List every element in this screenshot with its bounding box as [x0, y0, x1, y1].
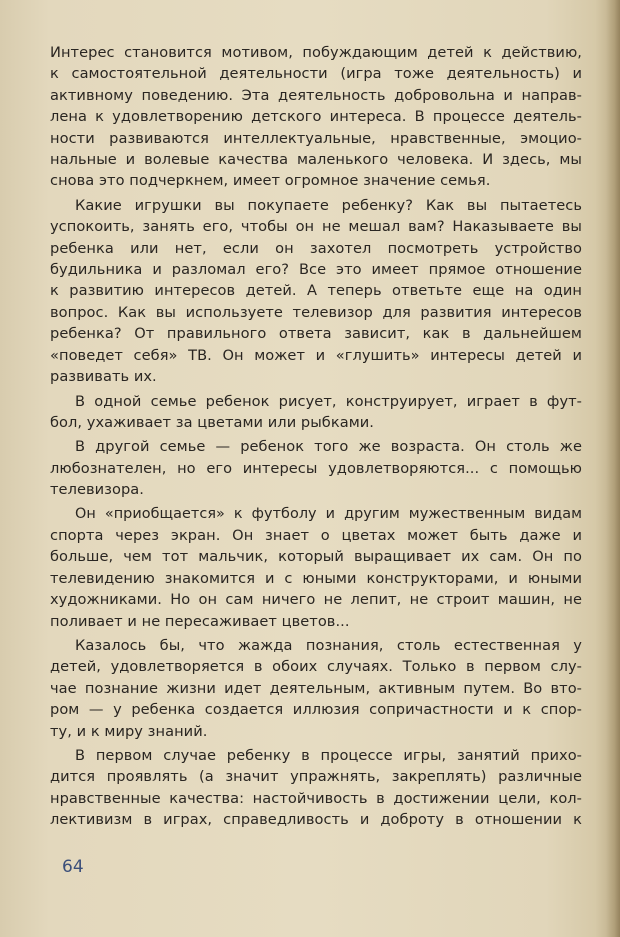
- text-line: чае познание жизни идет деятельным, активным путем. Во вто-: [50, 679, 582, 697]
- text-line: нравственные качества: настойчивость в достижении цели, кол-: [50, 789, 582, 807]
- text-line: больше, чем тот мальчик, который выращивает их сам. Он по: [50, 548, 582, 566]
- text-line: лективизм в играх, справедливость и доброту в отношении к: [50, 811, 582, 829]
- text-line: дится проявлять (а значит упражнять, закреплять) различные: [50, 768, 582, 786]
- text-line: лена к удовлетворению детского интереса. В процессе деятель-: [50, 108, 582, 126]
- text-line: «поведет себя» ТВ. Он может и «глушить» интересы детей и: [50, 346, 582, 364]
- paragraph-1: [50, 42, 582, 192]
- paragraph-4: [50, 436, 582, 500]
- text-line: ребенка или нет, если он захотел посмотреть устройство: [50, 239, 582, 257]
- text-line: активному поведению. Эта деятельность добровольна и направ-: [50, 86, 582, 104]
- paragraph-6: [50, 635, 582, 742]
- text-line: будильника и разломал его? Все это имеет прямое отношение: [50, 261, 582, 279]
- text-line: нальные и волевые качества маленького человека. И здесь, мы: [50, 151, 582, 169]
- text-line: успокоить, занять его, чтобы он не мешал вам? Наказываете вы: [50, 218, 582, 236]
- text-line: В другой семье — ребенок того же возраста. Он столь же: [75, 438, 582, 456]
- text-line: ту, и к миру знаний.: [50, 722, 208, 740]
- text-line: бол, ухаживает за цветами или рыбками.: [50, 413, 374, 431]
- paragraph-3: [50, 391, 582, 434]
- text-line: Казалось бы, что жажда познания, столь естественная у: [75, 636, 582, 654]
- text-line: детей, удовлетворяется в обоих случаях. Только в первом слу-: [50, 658, 582, 676]
- paragraph-5: [50, 504, 582, 632]
- text-line: ности развиваются интеллектуальные, нравственные, эмоцио-: [50, 129, 582, 147]
- text-line: к самостоятельной деятельности (игра тоже деятельность) и: [50, 65, 582, 83]
- page-number: 64: [62, 857, 84, 877]
- text-line: снова это подчеркнем, имеет огромное значение семья.: [50, 172, 491, 190]
- text-line: поливает и не пересаживает цветов...: [50, 612, 350, 630]
- text-line: развивать их.: [50, 368, 157, 386]
- text-line: телевидению знакомится и с юными конструкторами, и юными: [50, 569, 582, 587]
- page-edge-shadow: [606, 0, 620, 937]
- text-line: ром — у ребенка создается иллюзия сопричастности и к спор-: [50, 701, 582, 719]
- text-line: любознателен, но его интересы удовлетворяются... с помощью: [50, 459, 582, 477]
- text-line: В одной семье ребенок рисует, конструирует, играет в фут-: [75, 392, 582, 410]
- text-line: ребенка? От правильного ответа зависит, как в дальнейшем: [50, 325, 582, 343]
- text-line: художниками. Но он сам ничего не лепит, не строит машин, не: [50, 591, 582, 609]
- paragraph-2: [50, 195, 582, 388]
- paragraph-7: [50, 745, 582, 831]
- body-text: [50, 42, 582, 834]
- text-line: вопрос. Как вы используете телевизор для развития интересов: [50, 303, 582, 321]
- text-line: В первом случае ребенку в процессе игры, занятий прихо-: [75, 747, 582, 764]
- text-line: к развитию интересов детей. А теперь ответьте еще на один: [50, 282, 582, 300]
- text-line: Интерес становится мотивом, побуждающим детей к действию,: [50, 44, 582, 61]
- text-line: Какие игрушки вы покупаете ребенку? Как вы пытаетесь: [75, 196, 582, 214]
- text-line: телевизора.: [50, 481, 144, 499]
- text-line: спорта через экран. Он знает о цветах может быть даже и: [50, 526, 582, 544]
- text-line: Он «приобщается» к футболу и другим мужественным видам: [75, 505, 582, 522]
